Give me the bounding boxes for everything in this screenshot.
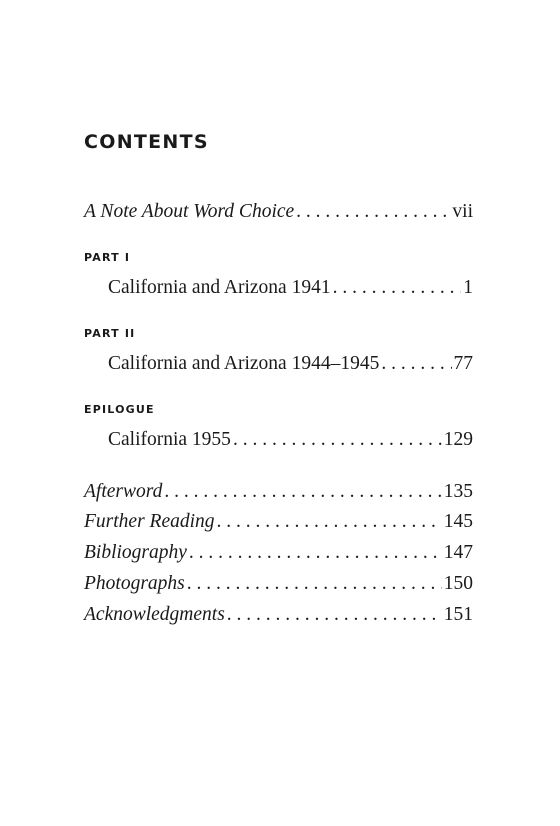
toc-entry-page: 151 <box>443 604 473 625</box>
toc-entry-afterword <box>84 479 473 505</box>
toc-entry-title: California 1955 <box>108 429 231 450</box>
toc-entry-page: 150 <box>443 573 473 594</box>
toc-entry-title: A Note About Word Choice <box>84 201 295 222</box>
dot-leader <box>294 199 450 225</box>
part-label: EPILOGUE <box>84 403 155 416</box>
contents-heading: CONTENTS <box>84 131 209 153</box>
dot-leader <box>187 540 442 566</box>
toc-entry-title: Acknowledgments <box>84 604 225 625</box>
dot-leader <box>225 602 442 628</box>
toc-entry-note <box>84 199 473 225</box>
toc-entry-page: 77 <box>453 353 473 374</box>
toc-entry-title: Photographs <box>84 573 185 594</box>
toc-entry-title: California and Arizona 1944–1945 <box>108 353 380 374</box>
toc-entry-further-reading <box>84 509 473 535</box>
toc-entry-title: Bibliography <box>84 542 187 563</box>
toc-entry-title: California and Arizona 1941 <box>108 277 331 298</box>
toc-entry-page: 145 <box>443 511 473 532</box>
dot-leader <box>215 509 442 535</box>
toc-entry-page: 129 <box>443 429 473 450</box>
toc-entry-photographs <box>84 571 473 597</box>
dot-leader <box>162 479 441 505</box>
dot-leader <box>379 351 451 377</box>
toc-entry-page: 1 <box>463 277 473 298</box>
toc-entry-part-2 <box>108 351 473 377</box>
dot-leader <box>331 275 462 301</box>
toc-entry-epilogue <box>108 427 473 453</box>
toc-entry-page: 135 <box>443 481 473 502</box>
part-label: PART I <box>84 251 131 264</box>
toc-entry-bibliography <box>84 540 473 566</box>
dot-leader <box>231 427 442 453</box>
toc-entry-acknowledgments <box>84 602 473 628</box>
dot-leader <box>185 571 442 597</box>
toc-entry-page: 147 <box>443 542 473 563</box>
toc-entry-title: Afterword <box>84 481 163 502</box>
toc-entry-page: vii <box>452 201 473 222</box>
toc-entry-title: Further Reading <box>84 511 215 532</box>
toc-entry-part-1 <box>108 275 473 301</box>
part-label: PART II <box>84 327 136 340</box>
